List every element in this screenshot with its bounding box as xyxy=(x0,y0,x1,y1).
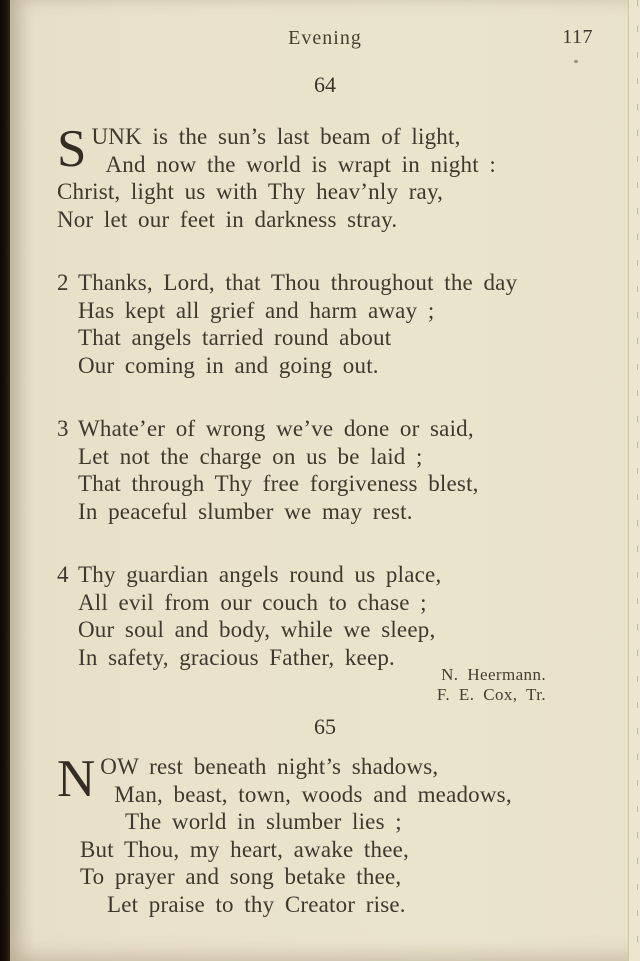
verse-line: In safety, gracious Father, keep. xyxy=(78,644,396,670)
verse-number: 4 xyxy=(57,562,69,587)
verse-line: Has kept all grief and harm away ; xyxy=(78,297,435,323)
stanza-1 xyxy=(57,120,610,233)
verse-line: UNK is the sun’s last beam of light, xyxy=(91,124,461,149)
stanza-3 xyxy=(57,415,610,525)
verse-line: Christ, light us with Thy heav’nly ray, xyxy=(57,179,444,204)
author-credit: N. Heermann. xyxy=(441,665,546,684)
page-header xyxy=(10,0,640,51)
hymn-65-body xyxy=(10,750,640,918)
verse-line: The world in slumber lies ; xyxy=(125,809,402,834)
stanza-4 xyxy=(57,561,610,671)
verse-line: All evil from our couch to chase ; xyxy=(78,589,427,615)
hymn-number-65: 65 xyxy=(314,714,336,739)
hymn-64 xyxy=(10,73,640,705)
translator-credit: F. E. Cox, Tr. xyxy=(436,685,546,704)
verse-line: OW rest beneath night’s shadows, xyxy=(100,754,439,779)
page-number: 117 xyxy=(562,26,593,48)
verse-line: Our coming in and going out. xyxy=(78,352,379,378)
verse-line: Whate’er of wrong we’ve done or said, xyxy=(78,416,474,441)
verse-number: 2 xyxy=(57,270,69,295)
verse-line: Let not the charge on us be laid ; xyxy=(78,443,423,469)
verse-line: Let praise to thy Creator rise. xyxy=(107,891,406,917)
verse-line: Thy guardian angels round us place, xyxy=(78,562,442,587)
verse-line: In peaceful slumber we may rest. xyxy=(78,498,413,524)
drop-cap-initial: N xyxy=(57,750,96,808)
drop-cap-initial: S xyxy=(57,120,87,178)
hymn-number-64: 64 xyxy=(314,72,336,97)
verse-number: 3 xyxy=(57,416,69,441)
paper-speck xyxy=(574,60,578,63)
verse-line: Thanks, Lord, that Thou throughout the day xyxy=(78,270,518,295)
stanza-2 xyxy=(57,269,610,379)
page-edge xyxy=(628,0,640,961)
verse-line: That angels tarried round about xyxy=(78,325,392,350)
page xyxy=(10,0,640,961)
binding-edge xyxy=(0,0,10,961)
verse-line: Man, beast, town, woods and meadows, xyxy=(114,781,512,807)
stanza-1 xyxy=(57,750,610,918)
running-title: Evening xyxy=(288,27,362,49)
verse-line: Nor let our feet in darkness stray. xyxy=(57,206,398,232)
hymn-64-body xyxy=(10,120,640,705)
verse-line: That through Thy free forgiveness blest, xyxy=(78,471,479,496)
verse-line: And now the world is wrapt in night : xyxy=(105,151,496,177)
verse-line: But Thou, my heart, awake thee, xyxy=(80,836,409,862)
verse-line: To prayer and song betake thee, xyxy=(80,864,402,889)
attribution xyxy=(57,665,610,705)
hymn-65 xyxy=(10,715,640,918)
verse-line: Our soul and body, while we sleep, xyxy=(78,617,436,642)
